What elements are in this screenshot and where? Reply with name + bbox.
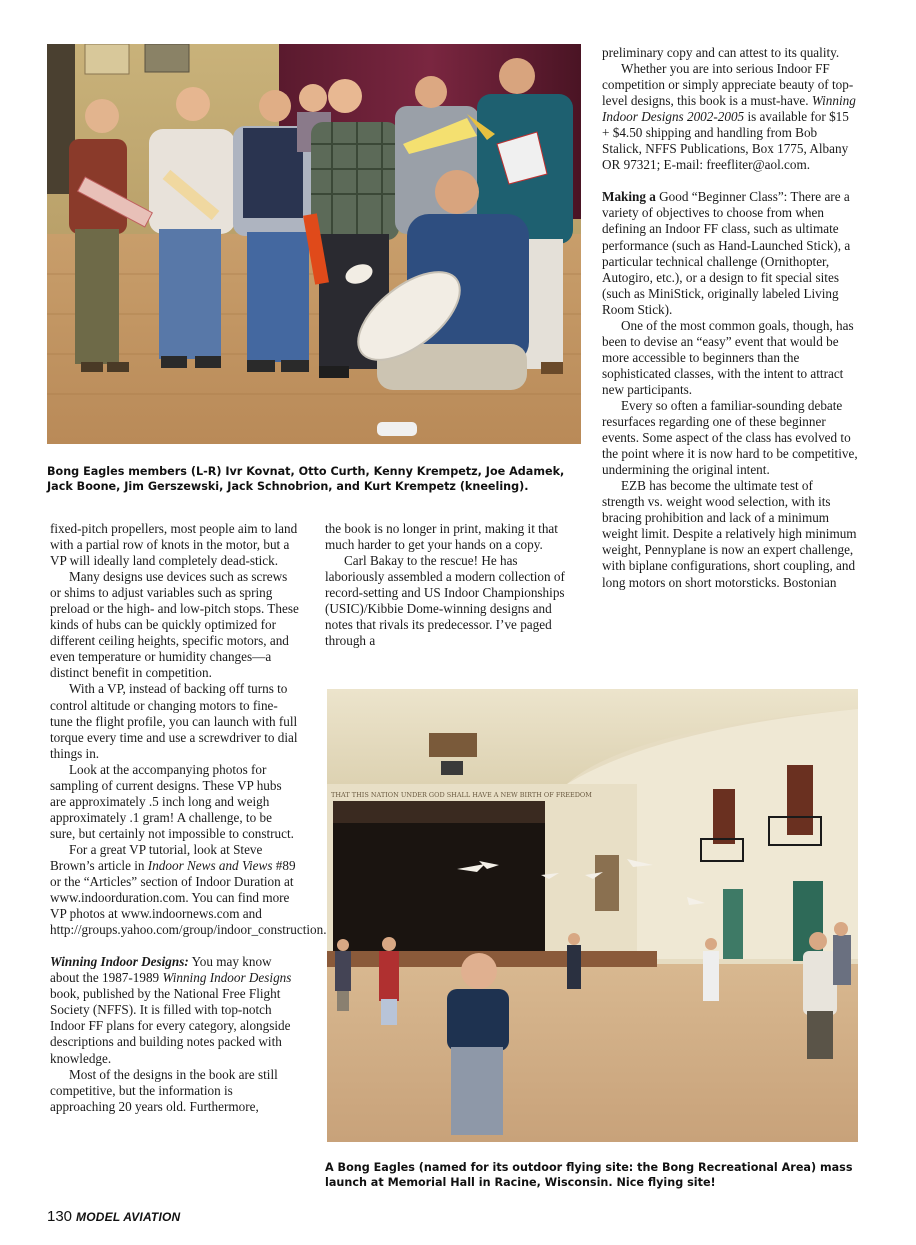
page-footer — [47, 1208, 180, 1225]
group-photo-illustration — [47, 44, 581, 444]
col3-paragraph-6: EZB has become the ultimate test of strength vs. weight wood selection, with its bracing prohibition and lack of a minimum weight limit. Despite a relatively high minimum weight, Pennyplane is now an expert challenge, with biplane configurations, short coupling, and long motors on short motorsticks. Bostonian — [602, 478, 857, 590]
beginner-class-heading: Making a — [602, 189, 656, 205]
indoor-news-title: Indoor News and Views — [147, 857, 273, 873]
col2-paragraph-2: Carl Bakay to the rescue! He has laboriously assembled a modern collection of record-setting and US Indoor Championships (USIC)/Kibbie Dome-winning designs and notes that rivals its predecessor. I’ve paged through a — [325, 553, 565, 649]
magazine-title: MODEL AVIATION — [76, 1210, 181, 1224]
col1-paragraph-1: fixed-pitch propellers, most people aim to land with a partial row of knots in the motor, but a VP will ideally land completely dead-stick. — [50, 521, 298, 569]
col3-paragraph-5: Every so often a familiar-sounding debate resurfaces regarding one of these beginner events. Some aspect of the class has evolved to the point where it is now hard to be competitive, undermining the original intent. — [602, 397, 858, 478]
col3-paragraph-3: Making a Good “Beginner Class”: There are a variety of objectives to choose from when defining an Indoor FF class, such as ultimate performance (such as Hand-Launched Stick), a particular technical challenge (Ornithopter, Autogiro, etc.), or a design to fit special sites (such as MiniStick, originally labeled Living Room Stick). — [602, 189, 851, 317]
bottom-photo — [327, 689, 858, 1142]
col1-paragraph-5: For a great VP tutorial, look at Steve Brown’s article in Indoor News and Views #89 or the “Articles” section of Indoor Duration at www.indoorduration.com. You can find more VP photos at www.indoornews.com and http://groups.yahoo.com/group/indoor_construction. — [50, 841, 327, 938]
bottom-photo-caption: A Bong Eagles (named for its outdoor flying site: the Bong Recreational Area) mass launch at Memorial Hall in Racine, Wisconsin. Nice flying site! — [325, 1161, 853, 1189]
hall-banner-text: THAT THIS NATION UNDER GOD SHALL HAVE A NEW BIRTH OF FREEDOM — [331, 791, 592, 799]
col3-paragraph-2: Whether you are into serious Indoor FF competition or simply appreciate beauty of top-level designs, this book is a must-have. Winning Indoor Designs 2002-2005 is available for $15 + $4.50 shipping and handling from Bob Stalick, NFFS Publications, Box 1775, Albany OR 97321; E-mail: freefliter@aol.com. — [602, 61, 856, 173]
col1-paragraph-7: Most of the designs in the book are still competitive, but the information is approaching 20 years old. Furthermore, — [50, 1066, 278, 1114]
col1-paragraph-2: Many designs use devices such as screws or shims to adjust variables such as spring preload or the high- and low-pitch stops. These kinds of hubs can be quickly optimized for different ceiling heights, specific motors, and even temperature or humidity changes—a distinct benefit in competition. — [50, 569, 299, 681]
article-column-2 — [325, 521, 575, 649]
col1-paragraph-3: With a VP, instead of backing off turns to control altitude or changing motors to fine-tune the flight profile, you can launch with full torque every time and use a screwdriver to dial things in. — [50, 681, 298, 761]
col3-paragraph-1: preliminary copy and can attest to its quality. — [602, 45, 840, 60]
article-column-3 — [602, 45, 858, 591]
col2-paragraph-1: the book is no longer in print, making it that much harder to get your hands on a copy. — [325, 521, 558, 553]
col1-paragraph-4: Look at the accompanying photos for sampling of current designs. These VP hubs are approximately .5 inch long and weigh approximately .1 gram! A challenge, to be sure, but certainly not impossible to construct. — [50, 761, 294, 841]
winning-designs-heading: Winning Indoor Designs: — [50, 954, 189, 970]
col3-paragraph-4: One of the most common goals, though, has been to devise an “easy” event that would be more accessible to beginners than the sophisticated classes, with the intent to attract new participants. — [602, 317, 854, 397]
winning-designs-2002-title: Winning Indoor Designs 2002-2005 — [602, 93, 856, 125]
top-photo — [47, 44, 581, 444]
page-number: 130 — [47, 1208, 73, 1225]
article-column-1 — [50, 521, 327, 1115]
hall-photo-illustration — [327, 689, 858, 1142]
top-photo-caption: Bong Eagles members (L-R) Ivr Kovnat, Otto Curth, Kenny Krempetz, Joe Adamek, Jack Boone, Jim Gerszewski, Jack Schnobrion, and Kurt Krempetz (kneeling). — [47, 465, 565, 493]
col1-paragraph-6: Winning Indoor Designs: You may know about the 1987-1989 Winning Indoor Designs book, published by the National Free Flight Society (NFFS). It is filled with top-notch Indoor FF plans for every category, alongside descriptions and building notes packed with knowledge. — [50, 954, 292, 1066]
